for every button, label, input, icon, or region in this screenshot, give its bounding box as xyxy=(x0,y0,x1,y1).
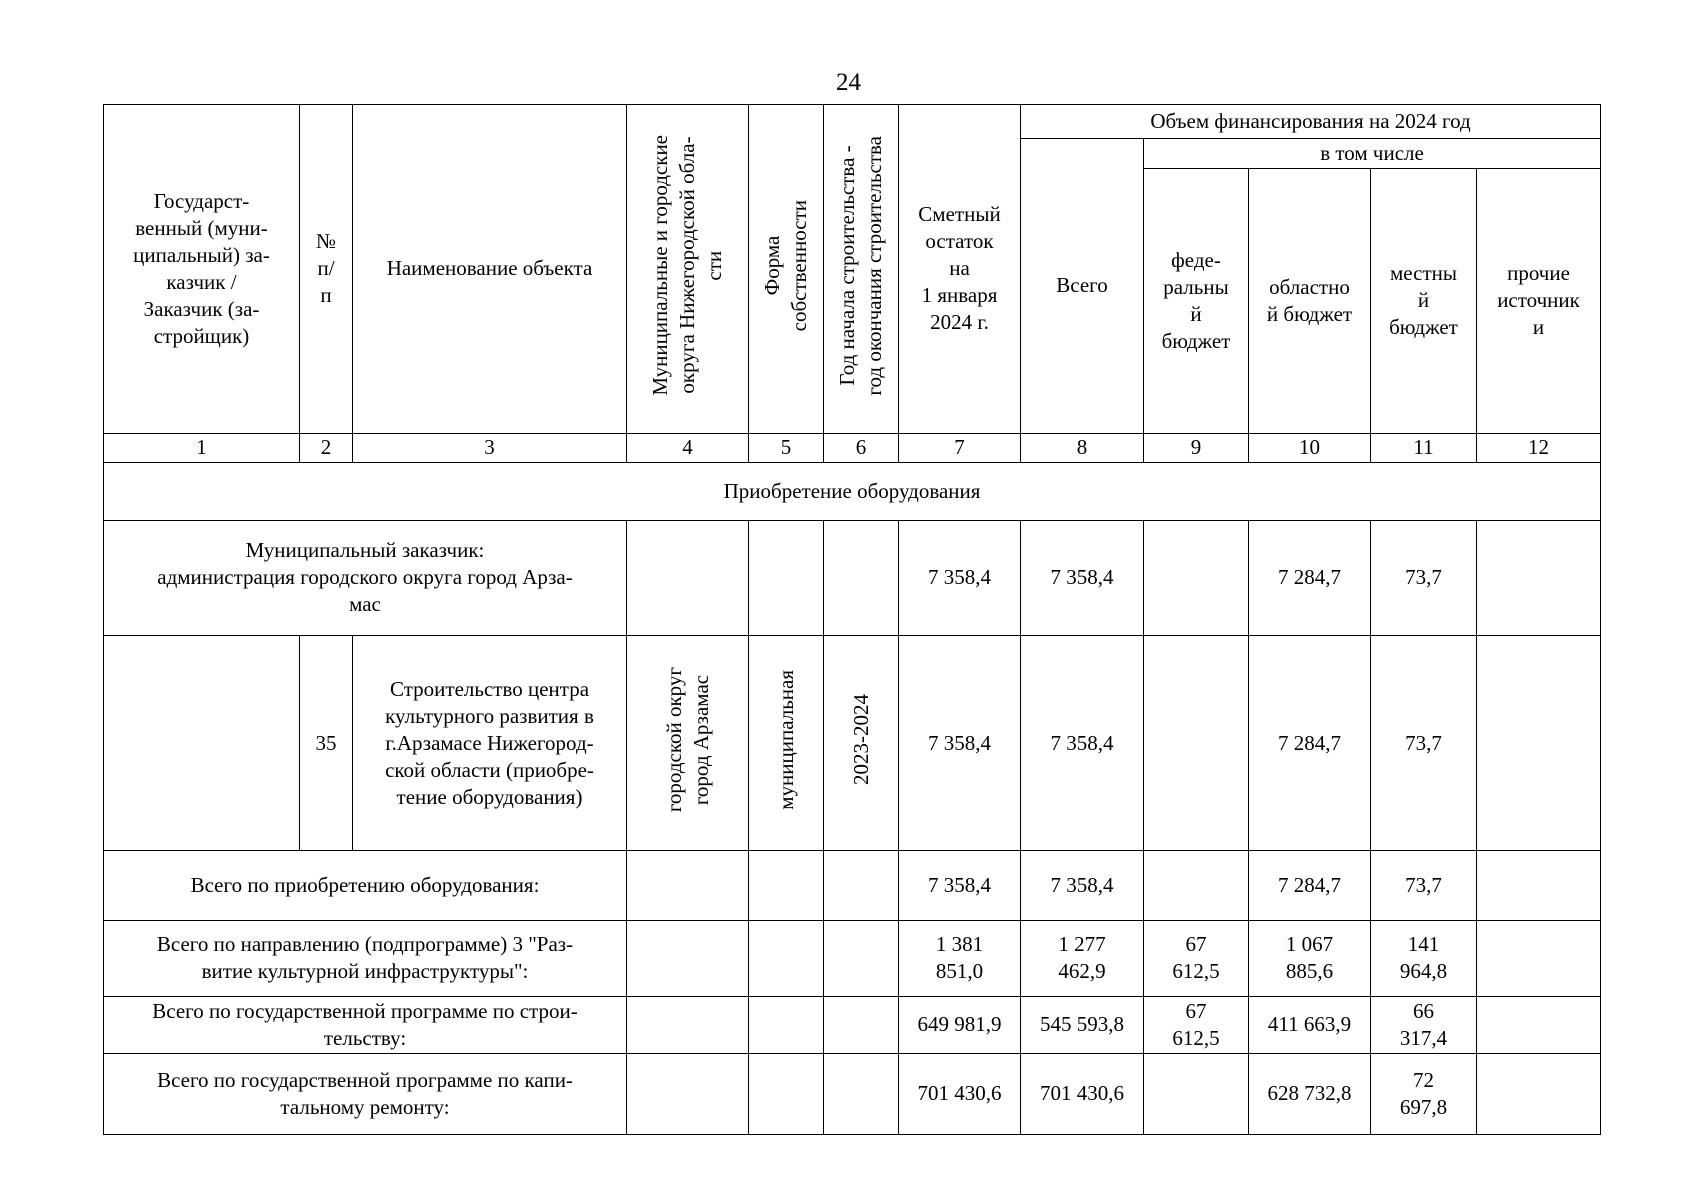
header-row xyxy=(104,105,1601,139)
empty-cell xyxy=(824,851,899,920)
summary-federal: 67 612,5 xyxy=(1144,996,1249,1053)
summary-other xyxy=(1477,851,1601,920)
column-number: 7 xyxy=(899,433,1021,462)
object-name: Строительство центра культурного развития в г.Арзамасе Нижегород- ской области (приобре- тение оборудования) xyxy=(353,635,627,850)
summary-row xyxy=(104,851,1601,920)
object-ownership xyxy=(749,635,824,850)
section-title: Приобретение оборудования xyxy=(104,462,1601,520)
empty-cell xyxy=(749,920,824,996)
empty-cell xyxy=(627,996,749,1053)
object-municipality-label: городской округ город Арзамас xyxy=(661,667,713,813)
customer-estimate: 7 358,4 xyxy=(899,520,1021,635)
object-estimate: 7 358,4 xyxy=(899,635,1021,850)
header-years-label: Год начала строительства - год окончания строительства xyxy=(835,135,886,396)
header-municipality-label: Муниципальные и городские округа Нижегородской обла- сти xyxy=(648,135,726,396)
summary-federal: 67 612,5 xyxy=(1144,920,1249,996)
customer-other xyxy=(1477,520,1601,635)
object-local: 73,7 xyxy=(1371,635,1477,850)
object-regional: 7 284,7 xyxy=(1249,635,1371,850)
summary-row xyxy=(104,1053,1601,1134)
header-federal: феде- ральны й бюджет xyxy=(1144,169,1249,434)
summary-estimate: 7 358,4 xyxy=(899,851,1021,920)
summary-total: 701 430,6 xyxy=(1021,1053,1144,1134)
summary-local: 73,7 xyxy=(1371,851,1477,920)
column-number: 11 xyxy=(1371,433,1477,462)
customer-label: Муниципальный заказчик: администрация городского округа город Арза- мас xyxy=(104,520,627,635)
column-number: 8 xyxy=(1021,433,1144,462)
summary-estimate: 701 430,6 xyxy=(899,1053,1021,1134)
customer-regional: 7 284,7 xyxy=(1249,520,1371,635)
header-other: прочие источник и xyxy=(1477,169,1601,434)
customer-total: 7 358,4 xyxy=(1021,520,1144,635)
empty-cell xyxy=(824,1053,899,1134)
object-other xyxy=(1477,635,1601,850)
column-number: 6 xyxy=(824,433,899,462)
summary-estimate: 649 981,9 xyxy=(899,996,1021,1053)
object-total: 7 358,4 xyxy=(1021,635,1144,850)
object-years xyxy=(824,635,899,850)
section-title-row xyxy=(104,462,1601,520)
summary-federal xyxy=(1144,851,1249,920)
header-estimate: Сметный остаток на 1 января 2024 г. xyxy=(899,105,1021,434)
header-customer: Государст- венный (муни- ципальный) за- казчик / Заказчик (за- стройщик) xyxy=(104,105,300,434)
object-number: 35 xyxy=(300,635,353,850)
summary-local: 141 964,8 xyxy=(1371,920,1477,996)
summary-federal xyxy=(1144,1053,1249,1134)
empty-cell xyxy=(749,851,824,920)
summary-other xyxy=(1477,996,1601,1053)
customer-row xyxy=(104,520,1601,635)
column-numbers-row xyxy=(104,433,1601,462)
financing-table xyxy=(103,104,1601,1135)
header-object-name: Наименование объекта xyxy=(353,105,627,434)
customer-federal xyxy=(1144,520,1249,635)
header-funding-group: Объем финансирования на 2024 год xyxy=(1021,105,1601,139)
summary-regional: 7 284,7 xyxy=(1249,851,1371,920)
customer-local: 73,7 xyxy=(1371,520,1477,635)
summary-label: Всего по приобретению оборудования: xyxy=(104,851,627,920)
summary-total: 545 593,8 xyxy=(1021,996,1144,1053)
summary-regional: 628 732,8 xyxy=(1249,1053,1371,1134)
header-regional: областно й бюджет xyxy=(1249,169,1371,434)
summary-other xyxy=(1477,920,1601,996)
column-number: 12 xyxy=(1477,433,1601,462)
object-federal xyxy=(1144,635,1249,850)
header-years xyxy=(824,105,899,434)
empty-cell xyxy=(104,635,300,850)
empty-cell xyxy=(824,920,899,996)
column-number: 9 xyxy=(1144,433,1249,462)
object-years-label: 2023-2024 xyxy=(848,694,873,786)
header-local: местны й бюджет xyxy=(1371,169,1477,434)
summary-regional: 411 663,9 xyxy=(1249,996,1371,1053)
summary-total: 7 358,4 xyxy=(1021,851,1144,920)
object-municipality xyxy=(627,635,749,850)
page-number: 24 xyxy=(836,69,861,96)
summary-total: 1 277 462,9 xyxy=(1021,920,1144,996)
object-row xyxy=(104,635,1601,850)
empty-cell xyxy=(627,520,749,635)
column-number: 10 xyxy=(1249,433,1371,462)
header-including: в том числе xyxy=(1144,139,1601,169)
summary-row xyxy=(104,920,1601,996)
column-number: 4 xyxy=(627,433,749,462)
empty-cell xyxy=(824,996,899,1053)
header-ownership-label: Форма собственности xyxy=(760,199,811,331)
column-number: 2 xyxy=(300,433,353,462)
object-ownership-label: муниципальная xyxy=(773,669,798,810)
header-ownership xyxy=(749,105,824,434)
empty-cell xyxy=(749,520,824,635)
empty-cell xyxy=(627,851,749,920)
empty-cell xyxy=(627,1053,749,1134)
column-number: 3 xyxy=(353,433,627,462)
column-number: 5 xyxy=(749,433,824,462)
empty-cell xyxy=(824,520,899,635)
header-municipality xyxy=(627,105,749,434)
summary-local: 72 697,8 xyxy=(1371,1053,1477,1134)
summary-label: Всего по направлению (подпрограмме) 3 "Раз- витие культурной инфраструктуры": xyxy=(104,920,627,996)
empty-cell xyxy=(627,920,749,996)
summary-regional: 1 067 885,6 xyxy=(1249,920,1371,996)
summary-estimate: 1 381 851,0 xyxy=(899,920,1021,996)
summary-other xyxy=(1477,1053,1601,1134)
empty-cell xyxy=(749,1053,824,1134)
header-number: № п/ п xyxy=(300,105,353,434)
column-number: 1 xyxy=(104,433,300,462)
summary-label: Всего по государственной программе по капи- тальному ремонту: xyxy=(104,1053,627,1134)
header-total: Всего xyxy=(1021,139,1144,434)
summary-row xyxy=(104,996,1601,1053)
empty-cell xyxy=(749,996,824,1053)
summary-local: 66 317,4 xyxy=(1371,996,1477,1053)
summary-label: Всего по государственной программе по строи- тельству: xyxy=(104,996,627,1053)
